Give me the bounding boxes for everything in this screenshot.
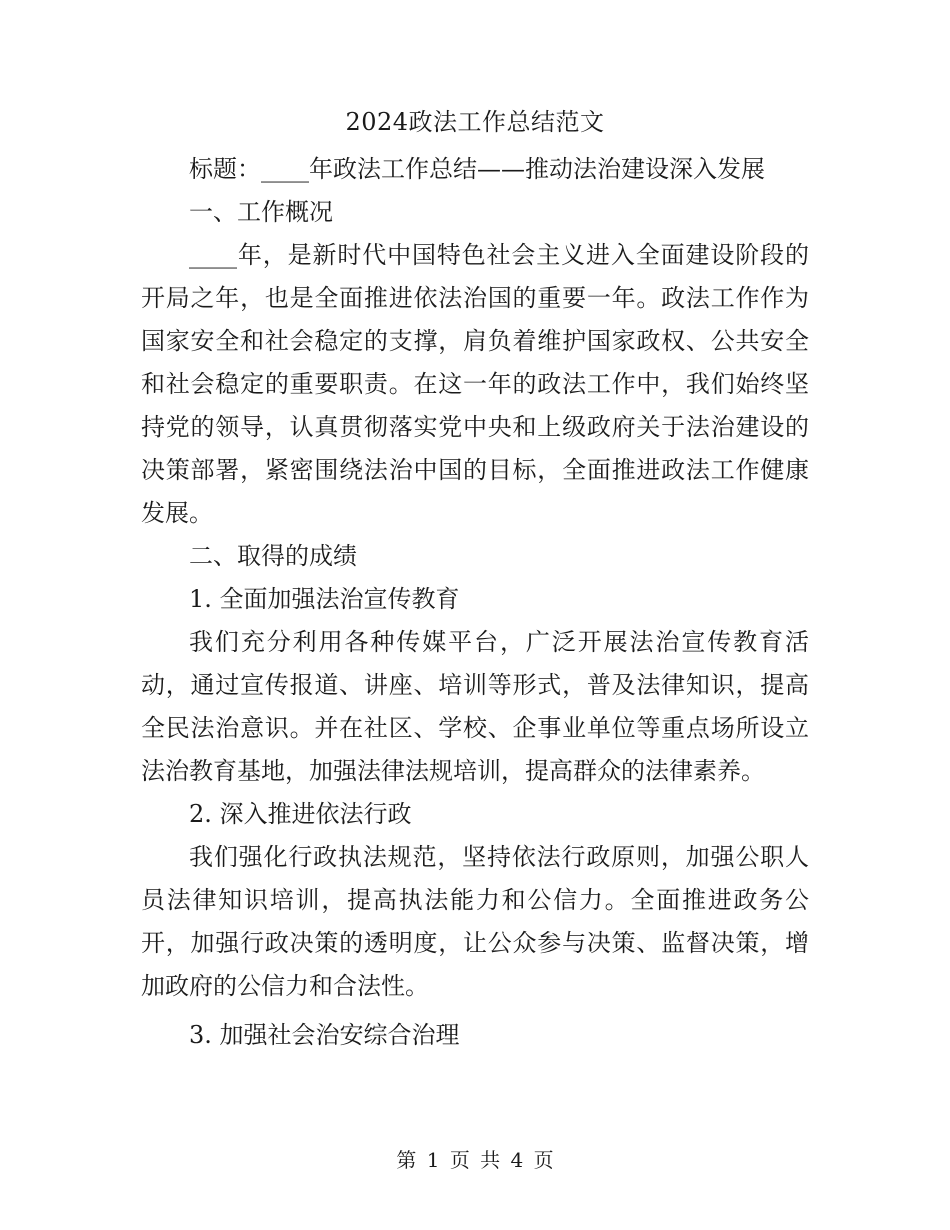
item-heading-legal-education: 1. 全面加强法治宣传教育 (189, 585, 460, 613)
paragraph-legal-education: 我们充分利用各种传媒平台，广泛开展法治宣传教育活动，通过宣传报道、讲座、培训等形式，普及法律知识，提高全民法治意识。并在社区、学校、企事业单位等重点场所设立法治教育基地，加强法律法规培训，提高群众的法律素养。 (141, 628, 809, 785)
document-subtitle: 标题：____年政法工作总结——推动法治建设深入发展 (189, 155, 765, 183)
item-heading-administration: 2. 深入推进依法行政 (189, 800, 412, 828)
page-footer: 第 1 页 共 4 页 (396, 1148, 554, 1172)
document-title: 2024政法工作总结范文 (345, 108, 605, 136)
section-heading-achievements: 二、取得的成绩 (189, 542, 357, 570)
paragraph-administration: 我们强化行政执法规范，坚持依法行政原则，加强公职人员法律知识培训，提高执法能力和公信力。全面推进政务公开，加强行政决策的透明度，让公众参与决策、监督决策，增加政府的公信力和合法性。 (141, 843, 809, 1000)
document-body (141, 148, 809, 1057)
item-heading-public-security: 3. 加强社会治安综合治理 (189, 1021, 460, 1049)
section-heading-overview: 一、工作概况 (189, 198, 333, 226)
paragraph-overview: ____年，是新时代中国特色社会主义进入全面建设阶段的开局之年，也是全面推进依法治国的重要一年。政法工作作为国家安全和社会稳定的支撑，肩负着维护国家政权、公共安全和社会稳定的重要职责。在这一年的政法工作中，我们始终坚持党的领导，认真贯彻落实党中央和上级政府关于法治建设的决策部署，紧密围绕法治中国的目标，全面推进政法工作健康发展。 (141, 241, 809, 527)
